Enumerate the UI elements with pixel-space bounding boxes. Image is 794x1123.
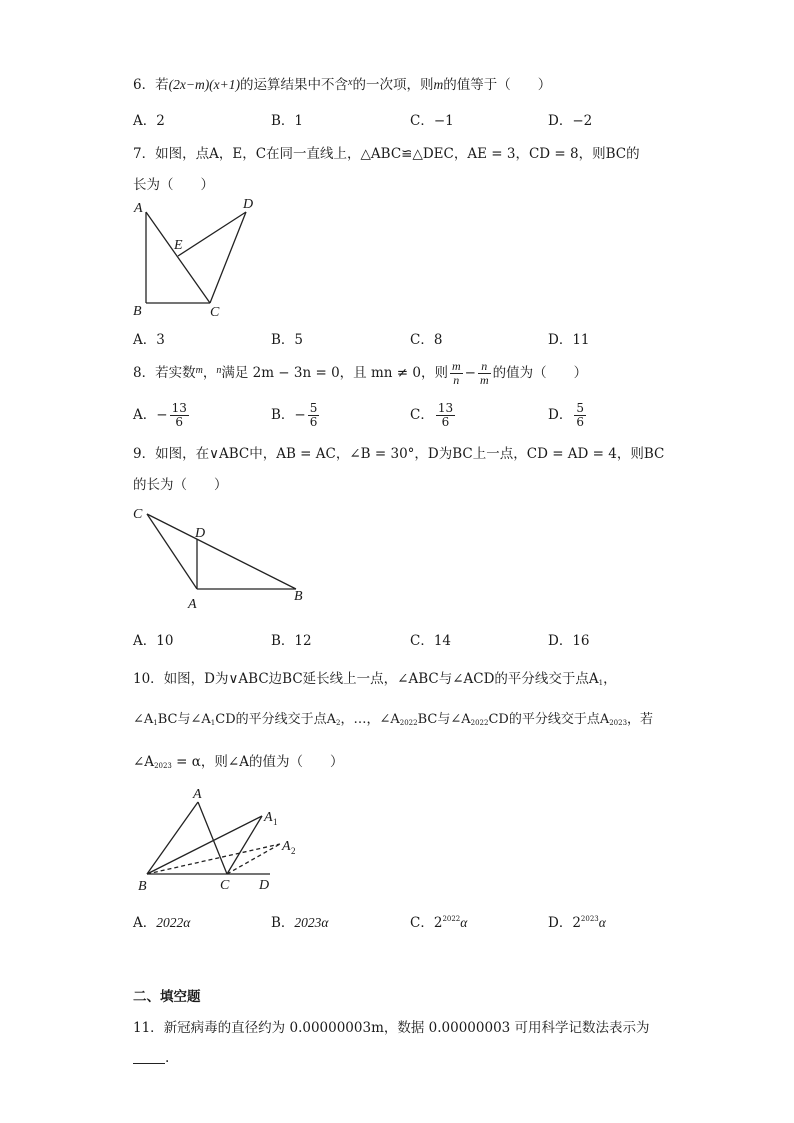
q11-answer-blank[interactable]	[133, 1051, 165, 1064]
q6-option-b[interactable]: B．1	[271, 113, 304, 129]
question-10-line-2: $\angle A_1BC$与$\angle A_1CD$的平分线交于点$A_2$，…，$\angle A_{2022}BC$与$\angle A_{2022}CD$的平分线交于点$A_{2023}$，若	[133, 712, 654, 727]
q7-options	[133, 328, 693, 350]
section-heading-fill-in: 二、填空题	[133, 989, 201, 1005]
q6-pre: 若	[155, 77, 169, 93]
q6-post: 的值等于（ ）	[443, 77, 552, 93]
q6-option-c[interactable]: C．−1	[410, 113, 454, 129]
q10-label-a2-sub: 2	[291, 846, 296, 856]
q7-option-b[interactable]: B．5	[271, 332, 304, 348]
q7-label-d: D	[243, 197, 254, 212]
q10-label-d: D	[259, 878, 270, 893]
question-7-line-2	[133, 173, 214, 193]
q9-text-2: 的长为（ ）	[133, 477, 228, 493]
segment-ba2	[147, 844, 280, 874]
q8-post: 的值为（ ）	[492, 365, 588, 381]
segment-ac	[198, 802, 227, 874]
q10-number: 10．	[133, 671, 164, 687]
q6-option-d[interactable]: D．−2	[548, 113, 593, 129]
q10-option-c[interactable]: C．$2^{2022}\alpha$	[410, 915, 468, 931]
q10-options	[133, 911, 693, 933]
q10-option-b[interactable]: B．2023α	[271, 915, 329, 931]
q7-label-e: E	[174, 238, 183, 253]
q11-text-1: 新冠病毒的直径约为 0.00000003m，数据 0.00000003 可用科学记数法表示为	[163, 1020, 650, 1036]
q10-label-a2: A	[282, 839, 291, 854]
segment-ba	[147, 802, 198, 874]
q9-option-d[interactable]: D．16	[548, 633, 590, 649]
q6-options	[133, 109, 693, 131]
q7-label-b: B	[133, 304, 142, 319]
q9-text-1: 如图，在∨ABC中，AB = AC，∠B = 30°，D为BC上一点，CD = AD = 4，则BC	[155, 446, 665, 462]
q9-label-a: A	[188, 597, 197, 612]
q9-options	[133, 629, 693, 651]
q7-label-c: C	[210, 305, 220, 320]
question-6	[133, 73, 551, 93]
q8-sep: ，	[202, 365, 217, 381]
q11-number: 11．	[133, 1020, 164, 1036]
q6-option-a[interactable]: A．2	[133, 113, 165, 129]
q9-label-c: C	[133, 507, 143, 522]
q9-option-c[interactable]: C．14	[410, 633, 452, 649]
segment-de	[178, 212, 246, 256]
q10-option-a[interactable]: A．2022α	[133, 915, 191, 931]
segment-ac	[146, 212, 210, 303]
q8-option-c[interactable]: C． $\frac{13}{6}$	[410, 401, 454, 429]
q8-var-n: n	[216, 365, 222, 376]
q6-expression: (2x−m)(x+1)	[168, 77, 241, 92]
segment-cb	[147, 514, 296, 589]
q10-label-a: A	[193, 787, 202, 802]
q8-pre: 若实数	[155, 365, 196, 381]
q7-label-a: A	[134, 201, 143, 216]
question-8	[133, 360, 587, 387]
segment-cd	[210, 212, 246, 303]
q6-number: 6．	[133, 77, 156, 93]
q6-var-m: m	[433, 77, 444, 92]
q9-option-b[interactable]: B．12	[271, 633, 312, 649]
q10-figure	[130, 780, 310, 895]
q7-option-a[interactable]: A．3	[133, 332, 165, 348]
q6-mid: 的运算结果中不含	[240, 77, 349, 93]
question-10-line-3: $\angle A_{2023} = \alpha$，则∠A的值为（ ）	[133, 754, 344, 770]
q9-number: 9．	[133, 446, 156, 462]
segment-ca2	[227, 844, 280, 874]
q8-fraction-n-over-m: $\frac{n}{m}$	[479, 359, 489, 387]
q9-figure	[128, 500, 313, 615]
q7-text-2: 长为（ ）	[133, 177, 214, 193]
q10-label-b: B	[138, 879, 147, 894]
q10-label-a1: A	[264, 810, 273, 825]
question-11-line-1	[133, 1016, 650, 1036]
segment-ca	[147, 514, 197, 589]
q7-option-c[interactable]: C．8	[410, 332, 443, 348]
q9-label-d: D	[195, 526, 206, 541]
q11-period: .	[165, 1050, 170, 1066]
q8-option-d[interactable]: D． $\frac{5}{6}$	[548, 401, 584, 429]
question-9-line-2	[133, 473, 228, 493]
question-10-line-1: 10．如图，D为∨ABC边BC延长线上一点，∠ABC与∠ACD的平分线交于点$A_1$，	[133, 671, 617, 687]
q7-number: 7．	[133, 146, 156, 162]
q10-label-a1-sub: 1	[273, 817, 278, 827]
q9-label-b: B	[294, 589, 303, 604]
q8-var-m: m	[195, 365, 203, 376]
q10-label-c: C	[220, 878, 230, 893]
question-9-line-1	[133, 442, 664, 462]
q6-var-x: x	[348, 77, 353, 88]
q9-option-a[interactable]: A．10	[133, 633, 174, 649]
question-7-line-1	[133, 142, 640, 162]
q8-number: 8．	[133, 365, 156, 381]
q7-text-1: 如图，点A，E，C在同一直线上，△ABC≌△DEC，AE = 3，CD = 8，则BC的	[155, 146, 640, 162]
q8-option-b[interactable]: B．− $\frac{5}{6}$	[271, 401, 318, 429]
q8-fraction-m-over-n: $\frac{m}{n}$	[451, 359, 461, 387]
q10-option-d[interactable]: D．$2^{2023}\alpha$	[548, 915, 606, 931]
q8-condition: 满足 2m − 3n = 0，且 mn ≠ 0，则	[221, 365, 448, 381]
q8-minus: −	[464, 365, 476, 381]
q6-mid2: 的一次项，则	[352, 77, 434, 93]
q10-text-1: 如图，D为∨ABC边BC延长线上一点，∠ABC与∠ACD的平分线交于点A	[163, 671, 599, 687]
q8-options	[133, 402, 693, 432]
question-11-line-2	[133, 1050, 169, 1066]
q7-figure	[128, 192, 268, 320]
q7-option-d[interactable]: D．11	[548, 332, 590, 348]
q8-option-a[interactable]: A．− $\frac{13}{6}$	[133, 401, 187, 429]
